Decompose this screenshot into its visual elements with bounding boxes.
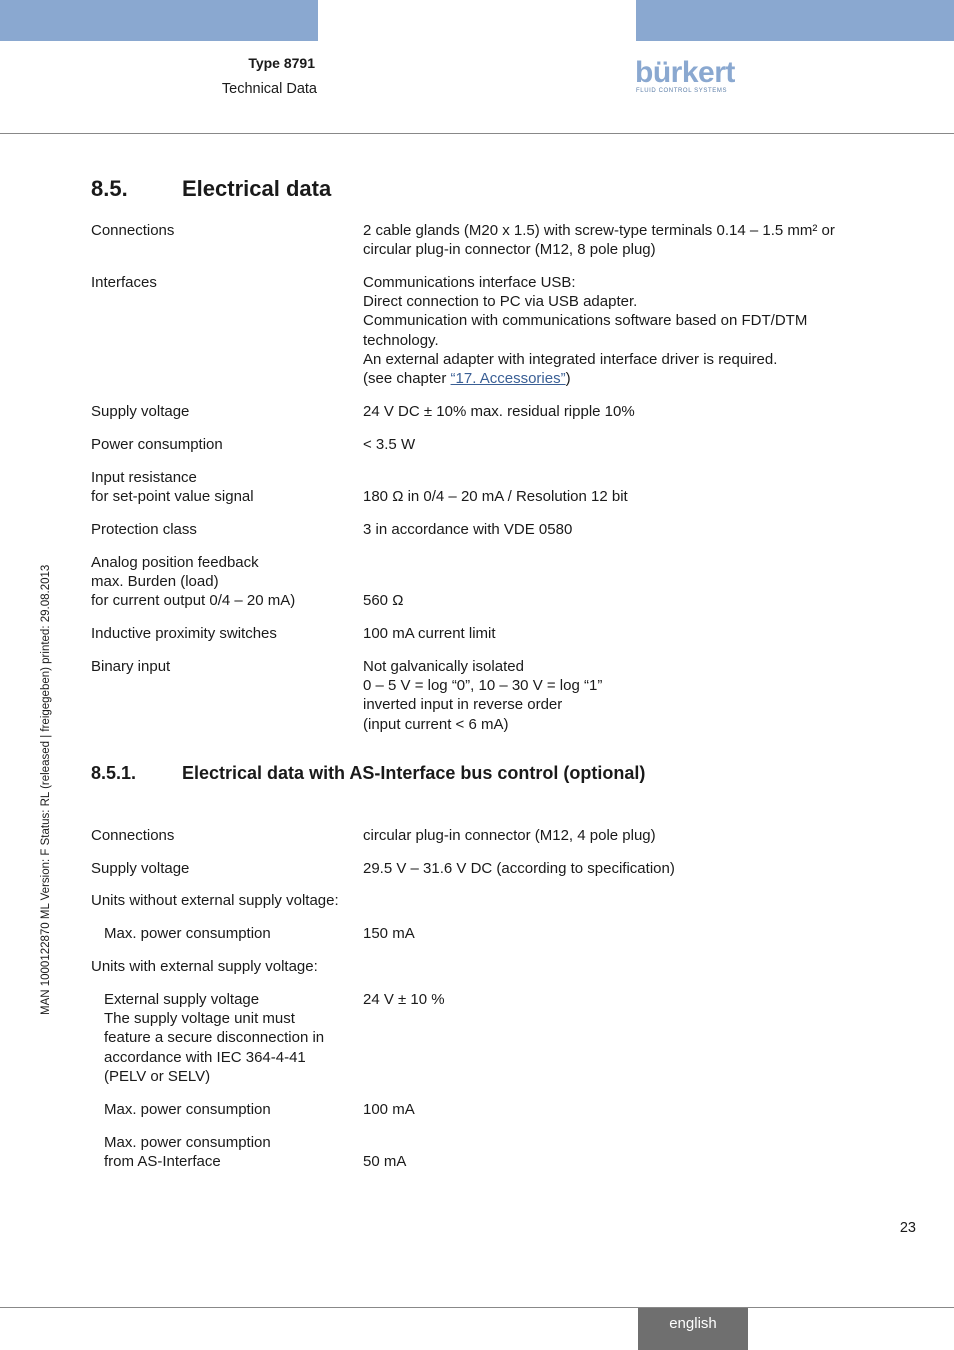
asi-spec-value: 50 mA bbox=[363, 1153, 407, 1171]
spec-value: Not galvanically isolated bbox=[363, 658, 524, 675]
asi-spec-value: circular plug-in connector (M12, 4 pole plug) bbox=[363, 827, 656, 844]
doc-section-label: Technical Data bbox=[221, 81, 317, 97]
spec-label: Protection class bbox=[91, 521, 197, 538]
asi-spec-label: Supply voltage bbox=[91, 860, 190, 877]
header-divider bbox=[0, 133, 954, 134]
asi-spec-value: 100 mA bbox=[363, 1101, 415, 1118]
spec-label: Connections bbox=[91, 222, 175, 239]
spec-value: An external adapter with integrated interface driver is required. bbox=[363, 350, 778, 368]
logo-wordmark: bürkert bbox=[635, 56, 735, 89]
asi-spec-label: Max. power consumption bbox=[104, 925, 271, 942]
asi-spec-value: 29.5 V – 31.6 V DC (according to specification) bbox=[363, 860, 675, 877]
spec-value: 3 in accordance with VDE 0580 bbox=[363, 521, 573, 538]
asi-spec-label: (PELV or SELV) bbox=[104, 1067, 211, 1085]
spec-value: 0 – 5 V = log “0”, 10 – 30 V = log “1” bbox=[363, 677, 603, 695]
logo-tagline: FLUID CONTROL SYSTEMS bbox=[636, 88, 728, 94]
burkert-logo bbox=[635, 56, 735, 100]
asi-spec-label: accordance with IEC 364-4-41 bbox=[104, 1048, 306, 1066]
asi-spec-value: 24 V ± 10 % bbox=[363, 991, 445, 1008]
header-band-right bbox=[636, 0, 954, 41]
chapter-link[interactable]: “17. Accessories” bbox=[450, 370, 566, 387]
spec-label: Binary input bbox=[91, 658, 171, 675]
spec-label: max. Burden (load) bbox=[91, 573, 219, 591]
page-number: 23 bbox=[899, 1220, 916, 1236]
asi-spec-label: External supply voltage bbox=[104, 991, 260, 1008]
spec-value: (input current < 6 mA) bbox=[363, 715, 509, 733]
spec-value: Direct connection to PC via USB adapter. bbox=[363, 293, 638, 311]
doc-type-label: Type 8791 bbox=[248, 55, 315, 71]
document-metadata-sidebar: MAN 1000122870 ML Version: F Status: RL (released | freigegeben) printed: 29.08.2013 bbox=[40, 564, 52, 1015]
subsection-title: Electrical data with AS-Interface bus control (optional) bbox=[182, 763, 646, 783]
asi-spec-label: Units without external supply voltage: bbox=[91, 892, 339, 909]
spec-value: circular plug-in connector (M12, 8 pole plug) bbox=[363, 241, 656, 259]
spec-value: Communication with communications software based on FDT/DTM bbox=[363, 312, 808, 330]
header-band-left bbox=[0, 0, 318, 41]
spec-label: Inductive proximity switches bbox=[91, 625, 277, 642]
asi-spec-label: Max. power consumption bbox=[104, 1101, 271, 1118]
spec-value: 560 Ω bbox=[363, 592, 404, 610]
section-title: Electrical data bbox=[182, 176, 332, 201]
spec-value: 100 mA current limit bbox=[363, 625, 496, 642]
subsection-number: 8.5.1. bbox=[91, 763, 137, 783]
footer-divider bbox=[0, 1307, 954, 1308]
asi-spec-label: Units with external supply voltage: bbox=[91, 958, 318, 975]
spec-value: 24 V DC ± 10% max. residual ripple 10% bbox=[363, 403, 635, 420]
spec-value: 180 Ω in 0/4 – 20 mA / Resolution 12 bit bbox=[363, 488, 628, 506]
spec-label: Input resistance bbox=[91, 469, 197, 486]
asi-spec-label: feature a secure disconnection in bbox=[104, 1029, 325, 1047]
language-tab: english bbox=[638, 1308, 748, 1350]
spec-label: for current output 0/4 – 20 mA) bbox=[91, 592, 296, 610]
asi-spec-label: Connections bbox=[91, 827, 175, 844]
spec-value: 2 cable glands (M20 x 1.5) with screw-type terminals 0.14 – 1.5 mm² or bbox=[363, 222, 835, 239]
spec-label: Interfaces bbox=[91, 274, 157, 291]
spec-value: Communications interface USB: bbox=[363, 274, 576, 291]
spec-value: technology. bbox=[363, 331, 439, 349]
spec-value: < 3.5 W bbox=[363, 436, 416, 453]
spec-label: Supply voltage bbox=[91, 403, 190, 420]
spec-label: Power consumption bbox=[91, 436, 223, 453]
section-number: 8.5. bbox=[91, 176, 128, 201]
spec-label: for set-point value signal bbox=[91, 488, 254, 506]
asi-spec-label: Max. power consumption bbox=[104, 1134, 271, 1151]
spec-label: Analog position feedback bbox=[91, 554, 259, 571]
asi-spec-value: 150 mA bbox=[363, 925, 415, 942]
asi-spec-label: from AS-Interface bbox=[104, 1153, 221, 1171]
spec-value: inverted input in reverse order bbox=[363, 696, 563, 714]
spec-reference: (see chapter “17. Accessories”) bbox=[363, 370, 571, 387]
asi-spec-label: The supply voltage unit must bbox=[104, 1010, 295, 1028]
